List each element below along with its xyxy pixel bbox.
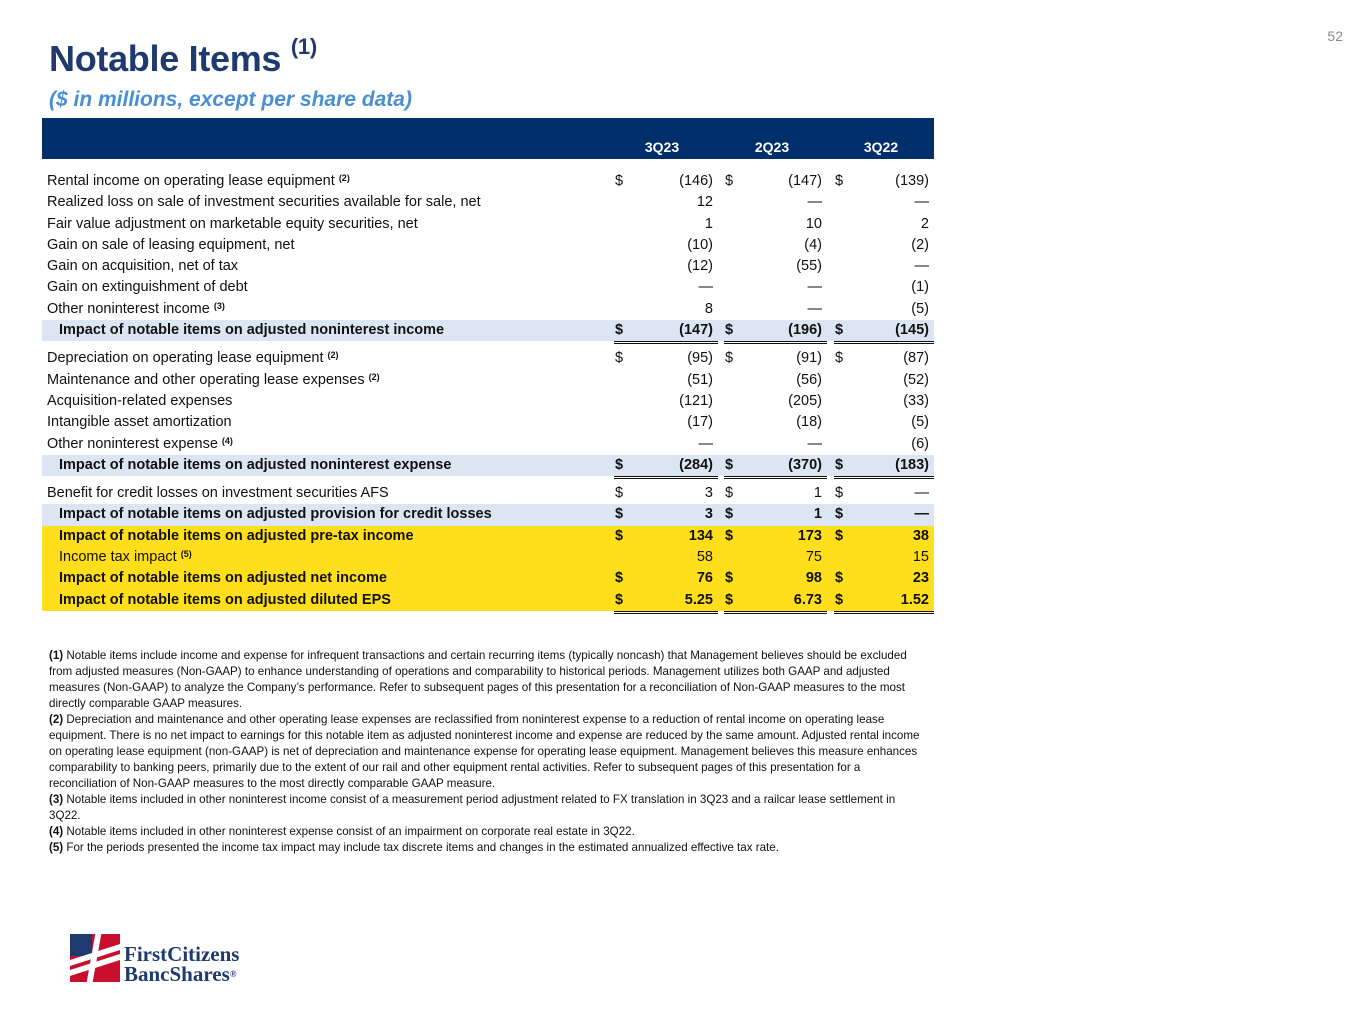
value-cell-3q23 (614, 299, 718, 321)
cell-value: 5.25 (684, 591, 713, 608)
footnote: (2) Depreciation and maintenance and other operating lease expenses are reclassified from noninterest expense to a reduction of rental income on operating lease equipment. There is no net impact to earnings for this notable item as adjusted noninterest income and expense are reduced by the same amount. Adjusted rental income on operating lease equipment (non-GAAP) is net of depreciation and maintenance expense for operating lease equipment. Management believes this measure enhances comparability to banking peers, primarily due to the extent of our rail and other equipment rental activities. Refer to subsequent pages of this presentation for a reconciliation of Non-GAAP measures to the most directly comparable GAAP measure. (49, 713, 920, 790)
row-label: Fair value adjustment on marketable equity securities, net (47, 215, 418, 232)
currency-symbol: $ (835, 173, 844, 189)
cell-value: — (914, 258, 929, 275)
value-cell-3q23 (614, 235, 718, 256)
row-footnote-ref: (2) (327, 350, 339, 361)
cell-value: (196) (788, 322, 822, 339)
table-header (42, 118, 934, 159)
footnote: (4) Notable items included in other noninterest expense consist of an impairment on corporate real estate in 3Q22. (49, 825, 635, 838)
value-cell-3q23 (614, 547, 718, 569)
cell-value: 15 (912, 549, 929, 566)
value-cell-3q23 (614, 455, 718, 479)
value-cell-2q23 (724, 299, 827, 321)
value-cell-3q22 (834, 277, 934, 298)
cell-value: (284) (679, 456, 713, 473)
value-cell-2q23 (724, 235, 827, 256)
row-label: Gain on sale of leasing equipment, net (47, 236, 295, 253)
currency-symbol: $ (725, 570, 734, 587)
cell-value: (6) (911, 435, 929, 452)
value-cell-3q23 (614, 214, 718, 235)
cell-value: (33) (903, 392, 929, 409)
value-cell-2q23 (724, 214, 827, 235)
page-title (49, 34, 317, 80)
value-cell-3q23 (614, 256, 718, 277)
value-cell-3q22 (834, 412, 934, 433)
table-row (42, 590, 934, 611)
value-cell-3q22 (834, 299, 934, 321)
cell-value: 3 (704, 506, 713, 523)
currency-symbol: $ (835, 570, 844, 587)
table-row (42, 235, 934, 256)
cell-value: 23 (912, 570, 929, 587)
table-row (42, 434, 934, 455)
flag-icon (70, 930, 122, 986)
table-row (42, 568, 934, 589)
page-subtitle: ($ in millions, except per share data) (49, 88, 412, 111)
table-row (42, 504, 934, 525)
row-label: Realized loss on sale of investment securities available for sale, net (47, 194, 481, 211)
cell-value: — (698, 279, 713, 296)
currency-symbol: $ (835, 506, 844, 523)
row-label: Impact of notable items on adjusted noninterest expense (59, 456, 452, 473)
value-cell-2q23 (724, 370, 827, 391)
value-cell-2q23 (724, 590, 827, 614)
currency-symbol: $ (615, 322, 624, 339)
value-cell-3q22 (834, 526, 934, 547)
logo-text (124, 944, 239, 984)
value-cell-3q23 (614, 277, 718, 298)
cell-value: — (914, 485, 929, 502)
row-label: Gain on extinguishment of debt (47, 279, 248, 296)
value-cell-2q23 (724, 348, 827, 369)
cell-value: (146) (679, 173, 713, 189)
column-header-3q22: 3Q22 (863, 139, 899, 155)
value-cell-2q23 (724, 412, 827, 433)
value-cell-3q23 (614, 192, 718, 213)
cell-value: 1 (813, 506, 822, 523)
cell-value: 58 (696, 549, 713, 566)
table-row (42, 483, 934, 504)
row-label: Benefit for credit losses on investment securities AFS (47, 485, 389, 502)
value-cell-3q22 (834, 547, 934, 569)
cell-value: (5) (911, 300, 929, 317)
currency-symbol: $ (615, 485, 624, 502)
cell-value: (55) (796, 258, 822, 275)
cell-value: (370) (788, 456, 822, 473)
cell-value: 8 (704, 300, 713, 317)
table-row (42, 277, 934, 298)
logo-line-1: FirstCitizens (124, 942, 240, 966)
currency-symbol: $ (835, 350, 844, 367)
currency-symbol: $ (615, 456, 624, 473)
currency-symbol: $ (835, 527, 844, 544)
row-label: Impact of notable items on adjusted provision for credit losses (59, 506, 492, 523)
row-label: Depreciation on operating lease equipment $^{(2)}$ (47, 350, 339, 367)
cell-value: — (698, 435, 713, 452)
currency-symbol: $ (725, 485, 734, 502)
value-cell-2q23 (724, 192, 827, 213)
value-cell-3q23 (614, 412, 718, 433)
row-footnote-ref: (4) (221, 435, 233, 446)
table-row (42, 412, 934, 433)
value-cell-2q23 (724, 320, 827, 344)
table-row (42, 348, 934, 369)
value-cell-3q22 (834, 320, 934, 344)
cell-value: (12) (687, 258, 713, 275)
row-label: Impact of notable items on adjusted noninterest income (59, 322, 445, 339)
row-footnote-ref: (3) (213, 300, 225, 311)
value-cell-3q22 (834, 235, 934, 256)
table-row (42, 192, 934, 213)
currency-symbol: $ (835, 485, 844, 502)
value-cell-2q23 (724, 547, 827, 569)
currency-symbol: $ (725, 350, 734, 367)
cell-value: (51) (687, 371, 713, 388)
row-footnote-ref: (2) (338, 173, 350, 183)
footnotes (49, 648, 929, 856)
cell-value: (5) (911, 414, 929, 431)
row-footnote-ref: (5) (180, 549, 192, 560)
value-cell-3q23 (614, 370, 718, 391)
table-body (42, 171, 934, 611)
currency-symbol: $ (725, 527, 734, 544)
cell-value: (183) (895, 456, 929, 473)
value-cell-3q23 (614, 171, 718, 192)
footnote: (3) Notable items included in other noninterest income consist of a measurement period adjustment related to FX translation in 3Q23 and a railcar lease settlement in 3Q22. (49, 793, 896, 822)
row-label: Other noninterest expense $^{(4)}$ (47, 435, 233, 452)
cell-value: (91) (796, 350, 822, 367)
table-row (42, 547, 934, 568)
value-cell-2q23 (724, 483, 827, 505)
value-cell-2q23 (724, 526, 827, 547)
currency-symbol: $ (835, 322, 844, 339)
cell-value: 1.52 (900, 591, 929, 608)
value-cell-3q23 (614, 483, 718, 505)
cell-value: 173 (797, 527, 822, 544)
cell-value: 134 (688, 527, 713, 544)
cell-value: 12 (696, 194, 713, 211)
cell-value: (139) (895, 173, 929, 189)
currency-symbol: $ (725, 506, 734, 523)
currency-symbol: $ (725, 173, 734, 189)
row-label: Impact of notable items on adjusted net income (59, 570, 387, 587)
value-cell-3q22 (834, 455, 934, 479)
title-text: Notable Items (49, 38, 282, 79)
cell-value: (147) (788, 173, 822, 189)
currency-symbol: $ (615, 527, 624, 544)
page-number: 52 (1327, 28, 1343, 44)
value-cell-3q23 (614, 391, 718, 412)
cell-value: 76 (696, 570, 713, 587)
value-cell-2q23 (724, 171, 827, 192)
value-cell-3q22 (834, 256, 934, 277)
currency-symbol: $ (835, 591, 844, 608)
cell-value: 75 (805, 549, 822, 566)
value-cell-2q23 (724, 434, 827, 456)
value-cell-3q22 (834, 391, 934, 412)
row-label: Other noninterest income $^{(3)}$ (47, 300, 225, 317)
cell-value: 2 (920, 215, 929, 232)
cell-value: (10) (687, 236, 713, 253)
table-row (42, 171, 934, 192)
currency-symbol: $ (615, 350, 624, 367)
table-row (42, 299, 934, 320)
value-cell-3q23 (614, 320, 718, 344)
cell-value: — (807, 279, 822, 296)
table-row (42, 526, 934, 547)
currency-symbol: $ (615, 591, 624, 608)
column-header-3q23: 3Q23 (644, 139, 680, 155)
logo-line-2: BancShares® (124, 962, 237, 986)
currency-symbol: $ (725, 322, 734, 339)
footnote: (1) Notable items include income and expense for infrequent transactions and certain recurring items (typically noncash) that Management believes should be excluded from adjusted measures (Non-GAAP) to enhance understanding of operations and comparability to historical periods. Management utilizes both GAAP and adjusted measures (Non-GAAP) to analyze the Company’s performance. Refer to subsequent pages of this presentation for a reconciliation of Non-GAAP measures to the most directly comparable GAAP measures. (49, 649, 907, 710)
row-label: Income tax impact $^{(5)}$ (59, 549, 192, 566)
value-cell-3q23 (614, 590, 718, 614)
value-cell-3q23 (614, 434, 718, 456)
value-cell-3q23 (614, 526, 718, 547)
footnote: (5) For the periods presented the income tax impact may include tax discrete items and changes in the estimated annualized effective tax rate. (49, 841, 779, 854)
value-cell-2q23 (724, 391, 827, 412)
row-label: Rental income on operating lease equipment $^{(2)}$ (47, 173, 350, 189)
value-cell-3q22 (834, 370, 934, 391)
company-logo (70, 930, 270, 990)
value-cell-3q22 (834, 590, 934, 614)
cell-value: (2) (911, 236, 929, 253)
currency-symbol: $ (725, 456, 734, 473)
cell-value: (4) (804, 236, 822, 253)
row-label: Impact of notable items on adjusted diluted EPS (59, 591, 391, 608)
currency-symbol: $ (615, 173, 624, 189)
row-label: Impact of notable items on adjusted pre-tax income (59, 527, 414, 544)
cell-value: 98 (805, 570, 822, 587)
value-cell-3q22 (834, 171, 934, 192)
cell-value: — (914, 194, 929, 211)
cell-value: (205) (788, 392, 822, 409)
column-header-2q23: 2Q23 (754, 139, 790, 155)
notable-items-table (42, 118, 934, 611)
table-row (42, 214, 934, 235)
value-cell-3q22 (834, 483, 934, 505)
cell-value: (52) (903, 371, 929, 388)
value-cell-3q22 (834, 192, 934, 213)
currency-symbol: $ (615, 570, 624, 587)
cell-value: 38 (912, 527, 929, 544)
table-row (42, 320, 934, 341)
value-cell-3q22 (834, 214, 934, 235)
cell-value: 6.73 (793, 591, 822, 608)
value-cell-3q22 (834, 434, 934, 456)
cell-value: 1 (704, 215, 713, 232)
currency-symbol: $ (835, 456, 844, 473)
table-row (42, 391, 934, 412)
value-cell-3q22 (834, 348, 934, 369)
row-label: Gain on acquisition, net of tax (47, 258, 239, 275)
cell-value: — (807, 194, 822, 211)
cell-value: 10 (805, 215, 822, 232)
cell-value: (145) (895, 322, 929, 339)
row-label: Acquisition-related expenses (47, 392, 233, 409)
title-note: (1) (290, 34, 317, 59)
cell-value: (87) (903, 350, 929, 367)
row-label: Intangible asset amortization (47, 414, 232, 431)
row-label: Maintenance and other operating lease expenses $^{(2)}$ (47, 371, 380, 388)
value-cell-3q23 (614, 348, 718, 369)
cell-value: — (807, 300, 822, 317)
cell-value: 1 (813, 485, 822, 502)
table-row (42, 455, 934, 476)
currency-symbol: $ (725, 591, 734, 608)
table-row (42, 370, 934, 391)
cell-value: (121) (679, 392, 713, 409)
cell-value: (18) (796, 414, 822, 431)
cell-value: (1) (911, 279, 929, 296)
value-cell-2q23 (724, 455, 827, 479)
cell-value: (147) (679, 322, 713, 339)
table-row (42, 256, 934, 277)
cell-value: (56) (796, 371, 822, 388)
currency-symbol: $ (615, 506, 624, 523)
cell-value: — (807, 435, 822, 452)
cell-value: (95) (687, 350, 713, 367)
cell-value: — (914, 506, 929, 523)
cell-value: 3 (704, 485, 713, 502)
value-cell-2q23 (724, 277, 827, 298)
value-cell-2q23 (724, 256, 827, 277)
cell-value: (17) (687, 414, 713, 431)
row-footnote-ref: (2) (368, 371, 380, 382)
